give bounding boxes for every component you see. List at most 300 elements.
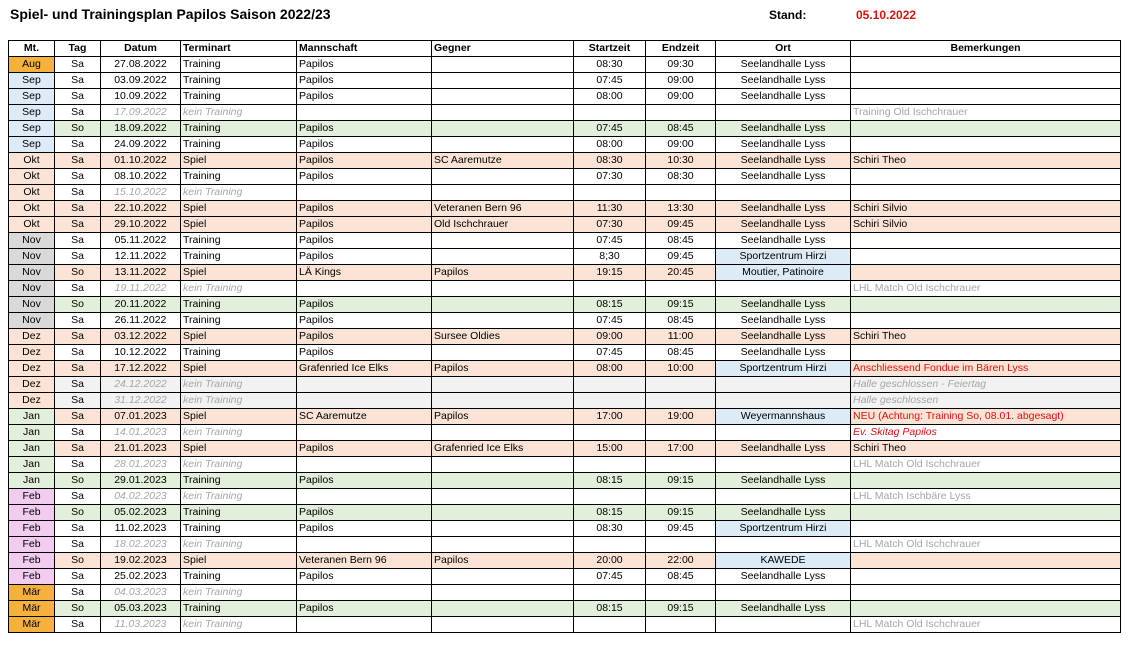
table-row: [9, 393, 1121, 409]
cell-month: Sep: [9, 89, 55, 105]
cell-day: Sa: [55, 281, 101, 297]
cell-date: 17.12.2022: [101, 361, 181, 377]
cell-remarks: LHL Match Old Ischchrauer: [851, 617, 1121, 633]
cell-day: Sa: [55, 217, 101, 233]
cell-end: 08:45: [646, 121, 716, 137]
cell-end: [646, 425, 716, 441]
cell-date: 28.01.2023: [101, 457, 181, 473]
cell-month: Jan: [9, 409, 55, 425]
cell-start: 08:15: [574, 505, 646, 521]
cell-type: Training: [181, 57, 297, 73]
cell-opponent: Sursee Oldies: [432, 329, 574, 345]
cell-day: So: [55, 473, 101, 489]
cell-type: kein Training: [181, 457, 297, 473]
cell-month: Feb: [9, 537, 55, 553]
cell-month: Okt: [9, 185, 55, 201]
cell-type: Training: [181, 137, 297, 153]
cell-team: [297, 537, 432, 553]
cell-remarks: [851, 473, 1121, 489]
cell-team: [297, 425, 432, 441]
cell-end: 11:00: [646, 329, 716, 345]
cell-location: Seelandhalle Lyss: [716, 569, 851, 585]
cell-location: Sportzentrum Hirzi: [716, 361, 851, 377]
cell-team: Papilos: [297, 153, 432, 169]
cell-location: KAWEDE: [716, 553, 851, 569]
cell-start: [574, 393, 646, 409]
cell-end: 22:00: [646, 553, 716, 569]
cell-opponent: Veteranen Bern 96: [432, 201, 574, 217]
cell-opponent: [432, 281, 574, 297]
cell-end: 09:45: [646, 217, 716, 233]
cell-remarks: Halle geschlossen - Feiertag: [851, 377, 1121, 393]
table-row: [9, 121, 1121, 137]
table-row: [9, 601, 1121, 617]
cell-month: Nov: [9, 281, 55, 297]
cell-day: Sa: [55, 105, 101, 121]
cell-location: Seelandhalle Lyss: [716, 233, 851, 249]
table-row: [9, 169, 1121, 185]
cell-location: [716, 105, 851, 121]
cell-end: 08:30: [646, 169, 716, 185]
cell-opponent: [432, 297, 574, 313]
page-title: Spiel- und Trainingsplan Papilos Saison 2022/23: [10, 6, 331, 22]
cell-date: 01.10.2022: [101, 153, 181, 169]
cell-month: Feb: [9, 521, 55, 537]
cell-location: Seelandhalle Lyss: [716, 297, 851, 313]
cell-remarks: [851, 521, 1121, 537]
cell-month: Aug: [9, 57, 55, 73]
header-type: Terminart: [181, 41, 297, 57]
table-row: [9, 57, 1121, 73]
header-date: Datum: [101, 41, 181, 57]
cell-location: [716, 585, 851, 601]
cell-type: Training: [181, 89, 297, 105]
cell-start: 07:45: [574, 345, 646, 361]
cell-opponent: [432, 585, 574, 601]
cell-team: Papilos: [297, 601, 432, 617]
cell-start: 19:15: [574, 265, 646, 281]
cell-month: Feb: [9, 569, 55, 585]
table-row: [9, 233, 1121, 249]
cell-start: 07:30: [574, 217, 646, 233]
cell-location: [716, 281, 851, 297]
cell-remarks: NEU (Achtung: Training So, 08.01. abgesagt): [851, 409, 1121, 425]
cell-opponent: [432, 73, 574, 89]
cell-location: Sportzentrum Hirzi: [716, 249, 851, 265]
cell-day: Sa: [55, 329, 101, 345]
cell-location: Seelandhalle Lyss: [716, 329, 851, 345]
table-row: [9, 569, 1121, 585]
cell-remarks: [851, 265, 1121, 281]
cell-opponent: [432, 489, 574, 505]
cell-remarks: [851, 169, 1121, 185]
cell-location: Seelandhalle Lyss: [716, 313, 851, 329]
cell-end: 09:15: [646, 297, 716, 313]
cell-end: [646, 281, 716, 297]
cell-date: 07.01.2023: [101, 409, 181, 425]
cell-location: Sportzentrum Hirzi: [716, 521, 851, 537]
table-row: [9, 617, 1121, 633]
cell-day: Sa: [55, 377, 101, 393]
cell-end: 13:30: [646, 201, 716, 217]
cell-end: 09:15: [646, 601, 716, 617]
cell-month: Dez: [9, 329, 55, 345]
table-row: [9, 585, 1121, 601]
cell-type: kein Training: [181, 185, 297, 201]
cell-month: Mär: [9, 601, 55, 617]
cell-month: Sep: [9, 137, 55, 153]
cell-opponent: Papilos: [432, 553, 574, 569]
cell-location: [716, 489, 851, 505]
cell-team: [297, 489, 432, 505]
cell-start: 20:00: [574, 553, 646, 569]
cell-date: 24.12.2022: [101, 377, 181, 393]
header-opponent: Gegner: [432, 41, 574, 57]
cell-location: [716, 537, 851, 553]
cell-date: 20.11.2022: [101, 297, 181, 313]
cell-day: So: [55, 121, 101, 137]
cell-location: Seelandhalle Lyss: [716, 345, 851, 361]
cell-type: Spiel: [181, 201, 297, 217]
cell-day: Sa: [55, 441, 101, 457]
cell-day: Sa: [55, 569, 101, 585]
cell-opponent: [432, 537, 574, 553]
cell-location: Moutier, Patinoire: [716, 265, 851, 281]
cell-start: [574, 281, 646, 297]
cell-date: 27.08.2022: [101, 57, 181, 73]
cell-end: 09:45: [646, 249, 716, 265]
cell-date: 11.02.2023: [101, 521, 181, 537]
cell-type: Spiel: [181, 153, 297, 169]
cell-month: Sep: [9, 73, 55, 89]
cell-remarks: LHL Match Ischbäre Lyss: [851, 489, 1121, 505]
cell-date: 04.02.2023: [101, 489, 181, 505]
cell-month: Dez: [9, 377, 55, 393]
cell-day: Sa: [55, 457, 101, 473]
cell-type: kein Training: [181, 489, 297, 505]
cell-type: Spiel: [181, 409, 297, 425]
cell-day: Sa: [55, 185, 101, 201]
table-row: [9, 361, 1121, 377]
cell-type: kein Training: [181, 377, 297, 393]
cell-remarks: LHL Match Old Ischchrauer: [851, 281, 1121, 297]
table-row: [9, 409, 1121, 425]
cell-end: 10:00: [646, 361, 716, 377]
schedule-table: [8, 40, 1121, 633]
cell-team: [297, 377, 432, 393]
header-day: Tag: [55, 41, 101, 57]
cell-opponent: [432, 393, 574, 409]
cell-remarks: [851, 57, 1121, 73]
cell-type: kein Training: [181, 425, 297, 441]
cell-date: 05.02.2023: [101, 505, 181, 521]
cell-opponent: Grafenried Ice Elks: [432, 441, 574, 457]
cell-date: 08.10.2022: [101, 169, 181, 185]
cell-team: Veteranen Bern 96: [297, 553, 432, 569]
cell-opponent: [432, 569, 574, 585]
cell-opponent: [432, 345, 574, 361]
cell-remarks: [851, 601, 1121, 617]
table-row: [9, 473, 1121, 489]
cell-day: Sa: [55, 137, 101, 153]
cell-remarks: [851, 313, 1121, 329]
cell-type: Training: [181, 121, 297, 137]
cell-end: [646, 185, 716, 201]
cell-remarks: [851, 89, 1121, 105]
cell-date: 14.01.2023: [101, 425, 181, 441]
cell-month: Okt: [9, 169, 55, 185]
cell-opponent: [432, 57, 574, 73]
cell-location: Seelandhalle Lyss: [716, 473, 851, 489]
cell-start: 08:15: [574, 601, 646, 617]
cell-team: Papilos: [297, 217, 432, 233]
cell-opponent: [432, 313, 574, 329]
cell-team: Papilos: [297, 313, 432, 329]
table-row: [9, 137, 1121, 153]
cell-team: Papilos: [297, 121, 432, 137]
cell-end: 08:45: [646, 345, 716, 361]
cell-opponent: [432, 249, 574, 265]
cell-type: Training: [181, 521, 297, 537]
cell-remarks: Schiri Silvio: [851, 201, 1121, 217]
table-row: [9, 281, 1121, 297]
cell-month: Feb: [9, 553, 55, 569]
cell-start: 17:00: [574, 409, 646, 425]
cell-opponent: [432, 89, 574, 105]
cell-type: Spiel: [181, 361, 297, 377]
cell-start: 08:00: [574, 137, 646, 153]
cell-location: [716, 425, 851, 441]
table-row: [9, 73, 1121, 89]
cell-remarks: [851, 553, 1121, 569]
cell-team: [297, 281, 432, 297]
cell-start: 07:45: [574, 121, 646, 137]
cell-date: 11.03.2023: [101, 617, 181, 633]
cell-date: 10.12.2022: [101, 345, 181, 361]
cell-team: Papilos: [297, 441, 432, 457]
cell-date: 17.09.2022: [101, 105, 181, 121]
cell-opponent: [432, 137, 574, 153]
cell-end: [646, 617, 716, 633]
cell-remarks: Schiri Theo: [851, 329, 1121, 345]
table-row: [9, 153, 1121, 169]
cell-date: 12.11.2022: [101, 249, 181, 265]
cell-day: Sa: [55, 57, 101, 73]
cell-day: Sa: [55, 521, 101, 537]
table-row: [9, 265, 1121, 281]
cell-remarks: Schiri Silvio: [851, 217, 1121, 233]
cell-month: Nov: [9, 233, 55, 249]
cell-team: Papilos: [297, 169, 432, 185]
cell-opponent: Old Ischchrauer: [432, 217, 574, 233]
cell-start: 08:30: [574, 153, 646, 169]
cell-team: [297, 457, 432, 473]
cell-remarks: [851, 185, 1121, 201]
cell-team: Grafenried Ice Elks: [297, 361, 432, 377]
cell-remarks: Schiri Theo: [851, 441, 1121, 457]
cell-location: Seelandhalle Lyss: [716, 601, 851, 617]
cell-location: Seelandhalle Lyss: [716, 89, 851, 105]
cell-month: Nov: [9, 265, 55, 281]
cell-month: Okt: [9, 153, 55, 169]
cell-remarks: Schiri Theo: [851, 153, 1121, 169]
cell-end: 09:00: [646, 137, 716, 153]
cell-end: 08:45: [646, 233, 716, 249]
cell-start: 07:45: [574, 73, 646, 89]
cell-date: 15.10.2022: [101, 185, 181, 201]
header-remarks: Bemerkungen: [851, 41, 1121, 57]
cell-team: Papilos: [297, 569, 432, 585]
cell-remarks: [851, 297, 1121, 313]
cell-team: Papilos: [297, 345, 432, 361]
cell-date: 03.09.2022: [101, 73, 181, 89]
cell-day: Sa: [55, 361, 101, 377]
cell-opponent: [432, 425, 574, 441]
table-row: [9, 297, 1121, 313]
cell-start: 11:30: [574, 201, 646, 217]
cell-month: Dez: [9, 393, 55, 409]
cell-day: Sa: [55, 169, 101, 185]
cell-day: Sa: [55, 489, 101, 505]
cell-month: Jan: [9, 441, 55, 457]
cell-month: Feb: [9, 505, 55, 521]
cell-start: 15:00: [574, 441, 646, 457]
cell-type: kein Training: [181, 281, 297, 297]
cell-day: So: [55, 505, 101, 521]
cell-date: 22.10.2022: [101, 201, 181, 217]
cell-date: 24.09.2022: [101, 137, 181, 153]
cell-team: Papilos: [297, 297, 432, 313]
cell-team: Papilos: [297, 201, 432, 217]
cell-start: 07:30: [574, 169, 646, 185]
cell-team: [297, 185, 432, 201]
cell-month: Nov: [9, 297, 55, 313]
cell-date: 13.11.2022: [101, 265, 181, 281]
cell-type: Training: [181, 233, 297, 249]
cell-type: Spiel: [181, 329, 297, 345]
cell-day: Sa: [55, 393, 101, 409]
cell-team: Papilos: [297, 57, 432, 73]
cell-start: 08:00: [574, 361, 646, 377]
cell-day: Sa: [55, 409, 101, 425]
cell-end: [646, 585, 716, 601]
cell-location: [716, 393, 851, 409]
cell-type: Training: [181, 569, 297, 585]
cell-start: 08:30: [574, 521, 646, 537]
cell-month: Nov: [9, 313, 55, 329]
cell-end: [646, 393, 716, 409]
table-row: [9, 105, 1121, 121]
cell-day: Sa: [55, 345, 101, 361]
cell-date: 21.01.2023: [101, 441, 181, 457]
cell-type: kein Training: [181, 585, 297, 601]
cell-day: Sa: [55, 201, 101, 217]
cell-location: [716, 617, 851, 633]
cell-opponent: [432, 473, 574, 489]
cell-start: [574, 425, 646, 441]
cell-start: 09:00: [574, 329, 646, 345]
cell-end: 09:45: [646, 521, 716, 537]
cell-team: [297, 617, 432, 633]
cell-team: Papilos: [297, 73, 432, 89]
cell-remarks: [851, 585, 1121, 601]
table-row: [9, 537, 1121, 553]
cell-end: 09:15: [646, 505, 716, 521]
cell-remarks: Ev. Skitag Papilos: [851, 425, 1121, 441]
cell-day: Sa: [55, 73, 101, 89]
cell-location: Seelandhalle Lyss: [716, 441, 851, 457]
cell-date: 18.09.2022: [101, 121, 181, 137]
cell-day: So: [55, 553, 101, 569]
cell-end: 09:00: [646, 73, 716, 89]
cell-type: kein Training: [181, 537, 297, 553]
cell-month: Sep: [9, 105, 55, 121]
cell-end: 09:15: [646, 473, 716, 489]
cell-opponent: Papilos: [432, 409, 574, 425]
cell-team: Papilos: [297, 249, 432, 265]
cell-team: Papilos: [297, 521, 432, 537]
cell-date: 18.02.2023: [101, 537, 181, 553]
cell-type: Training: [181, 601, 297, 617]
table-row: [9, 217, 1121, 233]
cell-type: Spiel: [181, 265, 297, 281]
table-row: [9, 441, 1121, 457]
cell-start: 08:15: [574, 473, 646, 489]
cell-start: [574, 489, 646, 505]
cell-day: Sa: [55, 425, 101, 441]
cell-remarks: [851, 73, 1121, 89]
cell-remarks: Training Old Ischchrauer: [851, 105, 1121, 121]
cell-date: 04.03.2023: [101, 585, 181, 601]
cell-opponent: [432, 457, 574, 473]
cell-start: [574, 377, 646, 393]
cell-opponent: Papilos: [432, 361, 574, 377]
cell-end: [646, 489, 716, 505]
cell-day: So: [55, 297, 101, 313]
cell-start: [574, 537, 646, 553]
cell-month: Jan: [9, 425, 55, 441]
cell-opponent: [432, 377, 574, 393]
cell-end: 20:45: [646, 265, 716, 281]
cell-month: Dez: [9, 345, 55, 361]
cell-month: Okt: [9, 217, 55, 233]
cell-location: Seelandhalle Lyss: [716, 137, 851, 153]
cell-start: 07:45: [574, 313, 646, 329]
cell-remarks: [851, 569, 1121, 585]
cell-day: Sa: [55, 89, 101, 105]
cell-date: 25.02.2023: [101, 569, 181, 585]
cell-end: 09:30: [646, 57, 716, 73]
cell-end: 08:45: [646, 569, 716, 585]
cell-type: kein Training: [181, 105, 297, 121]
cell-date: 29.01.2023: [101, 473, 181, 489]
cell-location: Seelandhalle Lyss: [716, 153, 851, 169]
cell-date: 05.11.2022: [101, 233, 181, 249]
cell-month: Okt: [9, 201, 55, 217]
table-row: [9, 329, 1121, 345]
cell-month: Nov: [9, 249, 55, 265]
stand-label: Stand:: [769, 8, 807, 22]
cell-remarks: [851, 121, 1121, 137]
cell-opponent: [432, 521, 574, 537]
cell-day: Sa: [55, 313, 101, 329]
cell-team: Papilos: [297, 89, 432, 105]
cell-opponent: [432, 105, 574, 121]
cell-type: Training: [181, 345, 297, 361]
cell-team: Papilos: [297, 137, 432, 153]
cell-month: Mär: [9, 585, 55, 601]
cell-opponent: [432, 601, 574, 617]
